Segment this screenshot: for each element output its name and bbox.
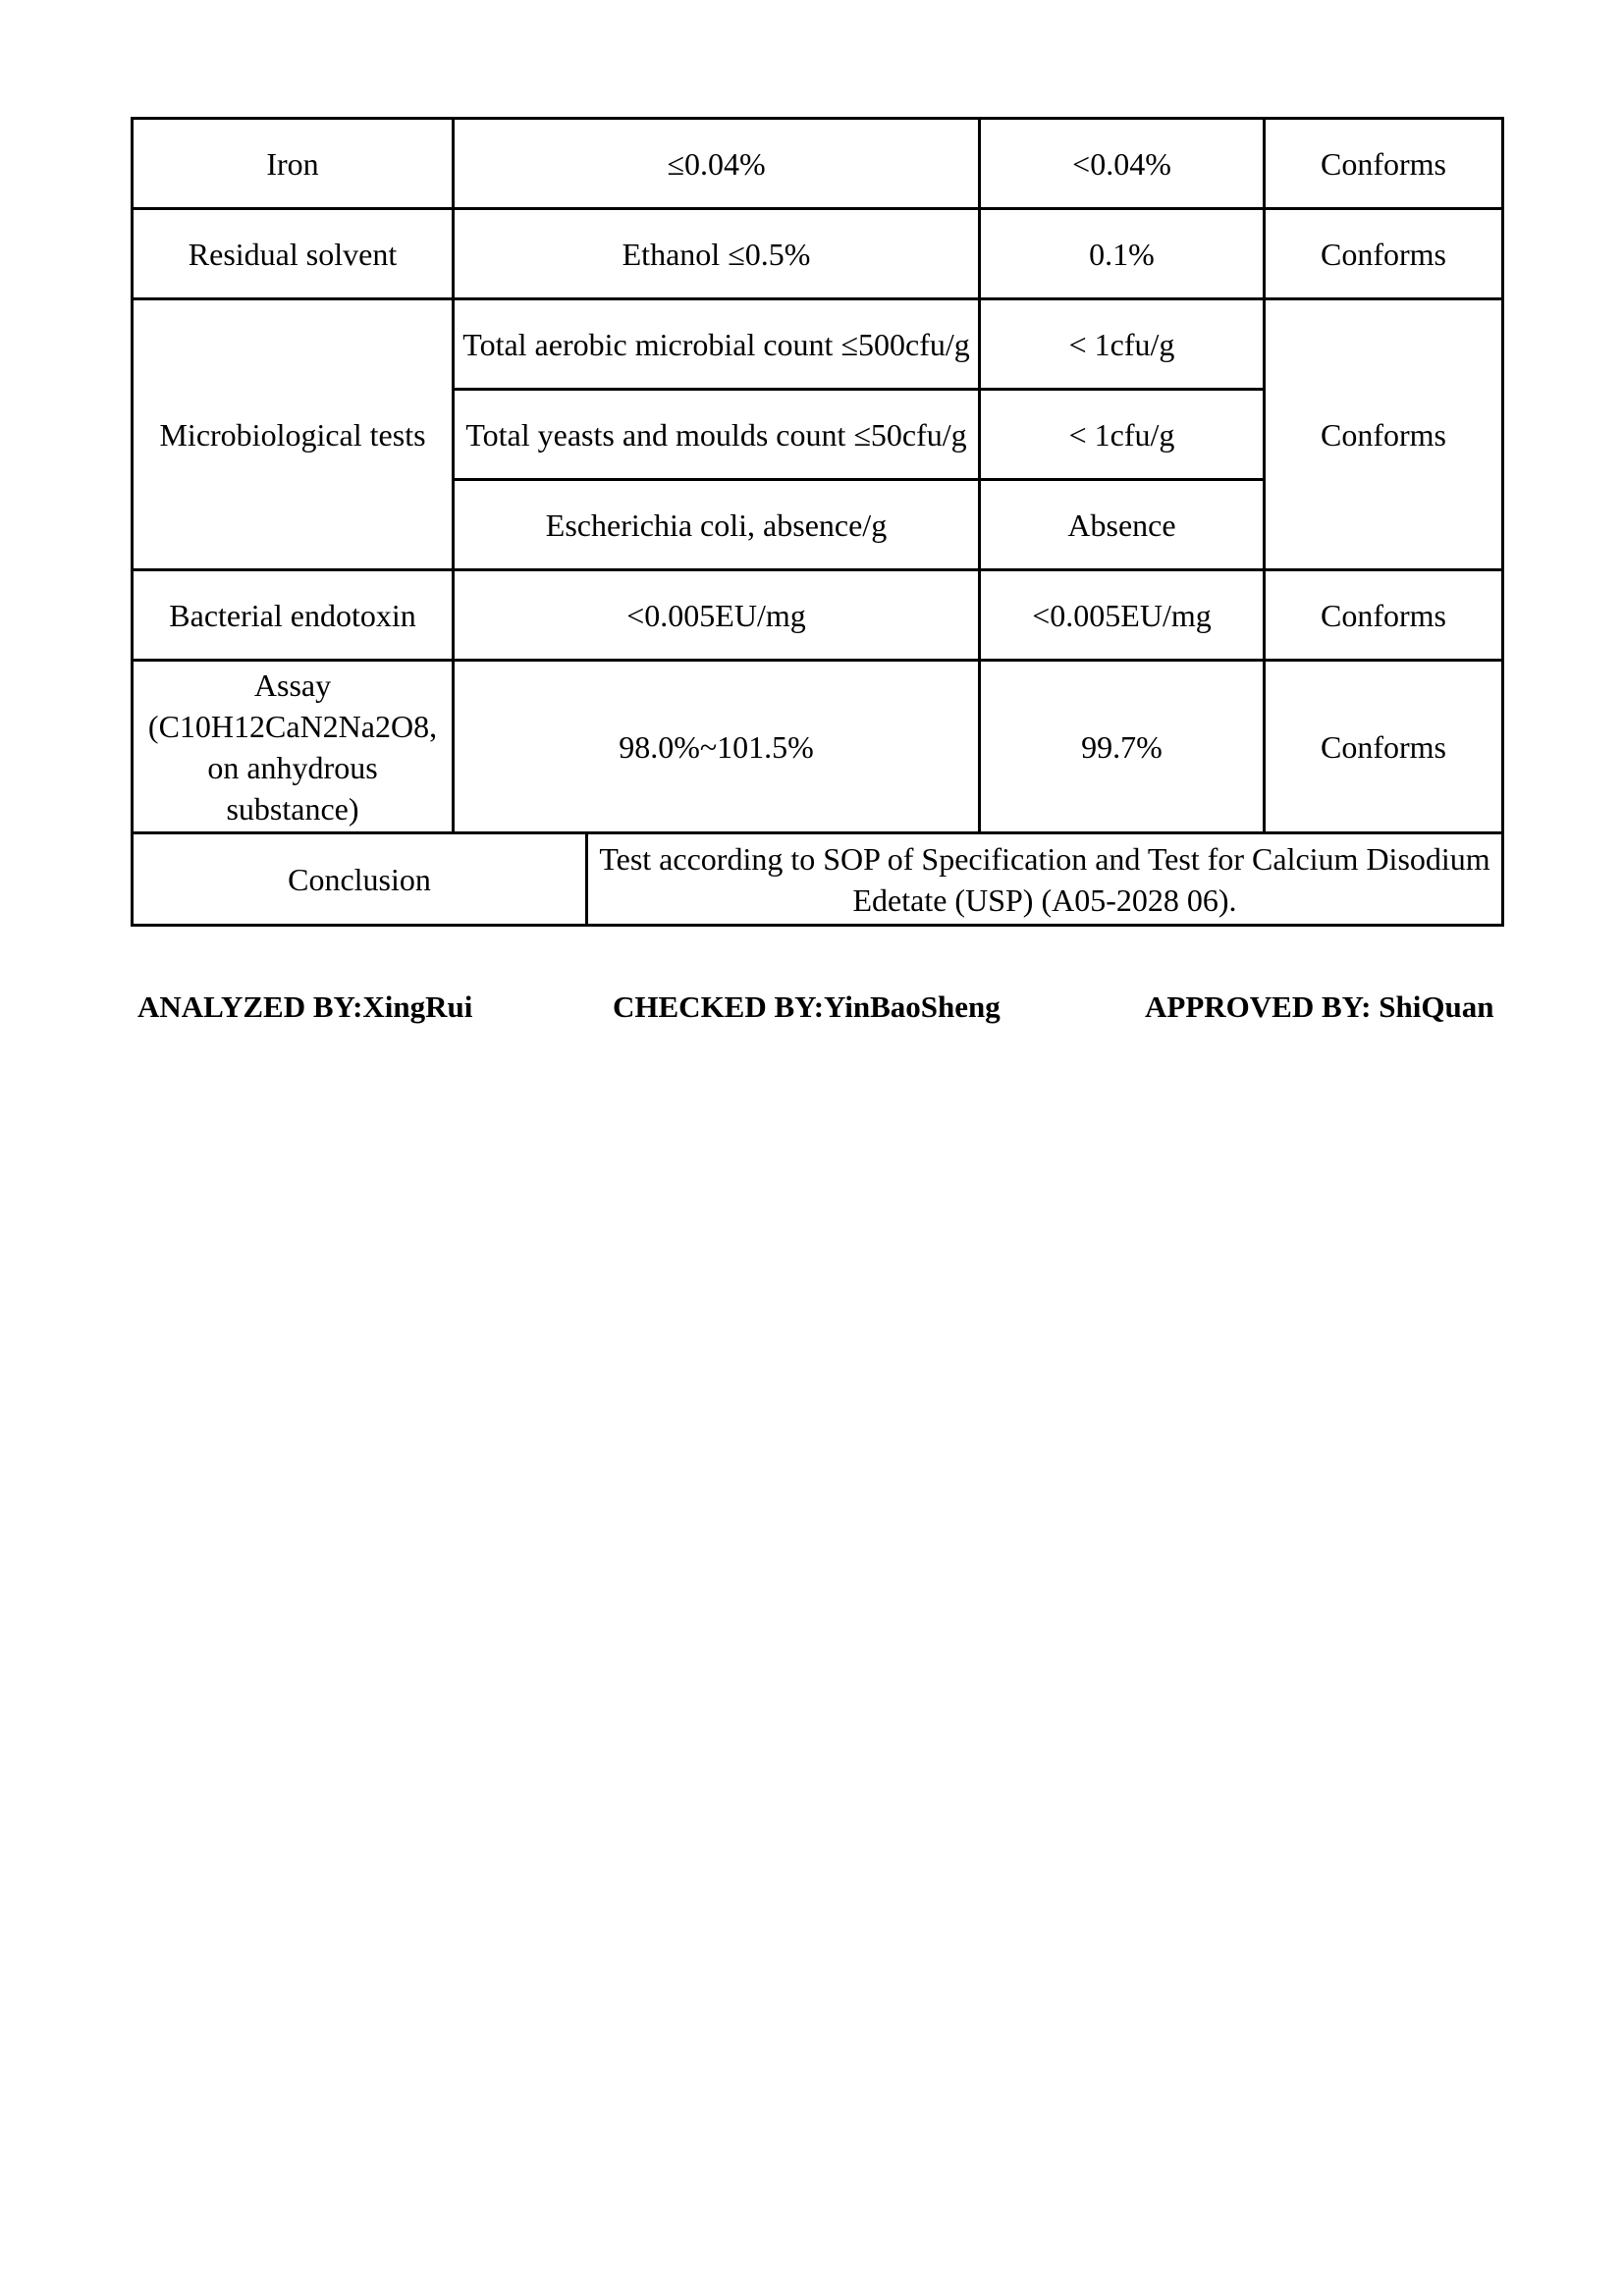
result-cell: < 1cfu/g bbox=[980, 299, 1265, 390]
specification-cell: Total aerobic microbial count ≤500cfu/g bbox=[454, 299, 980, 390]
conclusion-cell: Conforms bbox=[1265, 209, 1503, 299]
analyzed-by: ANALYZED BY:XingRui bbox=[137, 989, 473, 1024]
table-row-microbiological-1 bbox=[133, 299, 1503, 390]
conclusion-text-cell: Test according to SOP of Specification and Test for Calcium Disodium Edetate (USP) (A05-2028 06). bbox=[587, 833, 1503, 926]
result-cell: <0.005EU/mg bbox=[980, 570, 1265, 661]
signature-line bbox=[137, 989, 1501, 1033]
conclusion-label-cell: Conclusion bbox=[133, 833, 587, 926]
test-item-cell: Residual solvent bbox=[133, 209, 454, 299]
result-cell: 99.7% bbox=[980, 661, 1265, 833]
test-item-cell: Microbiological tests bbox=[133, 299, 454, 570]
result-cell: < 1cfu/g bbox=[980, 390, 1265, 480]
specification-cell: <0.005EU/mg bbox=[454, 570, 980, 661]
table-row-bacterial-endotoxin bbox=[133, 570, 1503, 661]
test-item-cell: Bacterial endotoxin bbox=[133, 570, 454, 661]
table-row-residual-solvent bbox=[133, 209, 1503, 299]
test-item-cell: Iron bbox=[133, 119, 454, 209]
test-results-table bbox=[131, 117, 1504, 927]
conclusion-cell: Conforms bbox=[1265, 299, 1503, 570]
specification-cell: ≤0.04% bbox=[454, 119, 980, 209]
conclusion-cell: Conforms bbox=[1265, 661, 1503, 833]
table-row-iron bbox=[133, 119, 1503, 209]
conclusion-cell: Conforms bbox=[1265, 119, 1503, 209]
table-row-conclusion bbox=[133, 833, 1503, 926]
result-cell: Absence bbox=[980, 480, 1265, 570]
result-cell: <0.04% bbox=[980, 119, 1265, 209]
approved-by: APPROVED BY: ShiQuan bbox=[1145, 989, 1494, 1024]
checked-by: CHECKED BY:YinBaoSheng bbox=[613, 989, 1001, 1024]
specification-cell: Total yeasts and moulds count ≤50cfu/g bbox=[454, 390, 980, 480]
table-row-assay bbox=[133, 661, 1503, 833]
test-item-cell: Assay (C10H12CaN2Na2O8, on anhydrous substance) bbox=[133, 661, 454, 833]
conclusion-cell: Conforms bbox=[1265, 570, 1503, 661]
specification-cell: Escherichia coli, absence/g bbox=[454, 480, 980, 570]
specification-cell: Ethanol ≤0.5% bbox=[454, 209, 980, 299]
specification-cell: 98.0%~101.5% bbox=[454, 661, 980, 833]
result-cell: 0.1% bbox=[980, 209, 1265, 299]
